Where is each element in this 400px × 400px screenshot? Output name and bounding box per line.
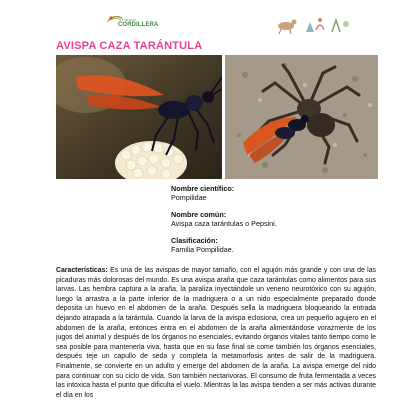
wasp-with-tarantula-photo	[225, 55, 378, 179]
fact-value: Familia Pompilidae.	[171, 245, 234, 254]
fact-value: Avispa caza tarántulas o Pepsini.	[171, 219, 277, 228]
fact-label: Nombre común:	[171, 210, 227, 219]
decorative-animals-icon	[272, 12, 352, 36]
logo-name-text: CORDILLERA	[118, 22, 159, 28]
fact-classification	[171, 236, 371, 254]
species-facts	[171, 184, 371, 262]
page-title: AVISPA CAZA TARÁNTULA	[56, 40, 203, 52]
fact-label: Nombre científico:	[171, 184, 235, 193]
fact-value: Pompilidae	[171, 193, 207, 202]
characteristics-text: Es una de las avispas de mayor tamaño, con el agujón más grande y con una de las picaduras más dolorosas del mundo. Es una avispa araña que caza tarántulas como alimentos para sus larvas. Las hembra captura a la araña, la paraliza inyectándole un veneno neurotóxico con su agujón, luego la arrastra a la parte inferior de la madriguera o a un nido especialmente preparado donde deposita un huevo en el abdomen de la araña. Después sella la madriguera bloqueando la entrada dejando atrapada a la tarántula. Cuando la larva de la avispa eclosiona, crea un pequeño agujero en el abdomen de la araña, entonces entra en el abdomen de la araña alimentándose vorazmente de los jugos del animal y después de los órganos no esenciales, evitando órganos vitales tanto tiempo como le sea posible para mantenerla viva, hasta que en su fase final se come también los órganos esenciales, después teje un capullo de seda y completa la metamorfosis antes de salir de la madriguera. Finalmente, se convierte en un adulto y emerge del abdomen de la araña. La avispa emerge del nido para continuar con su ciclo de vida. Son también nectarivoras. El consumo de fruta fermentada a veces las intoxica hasta el punto que dificulta el vuelo. Mientras la las avispa tienden a ser más activas durante el día en los	[56, 267, 376, 399]
characteristics-label: Características:	[56, 267, 108, 274]
characteristics-paragraph	[56, 266, 376, 400]
logo-top-text: Parque	[122, 17, 137, 22]
park-logo	[104, 13, 162, 33]
fact-scientific-name	[171, 184, 371, 202]
fact-common-name	[171, 210, 371, 228]
fact-label: Clasificación:	[171, 236, 218, 245]
page-header	[0, 0, 400, 36]
wasp-on-flower-photo	[56, 55, 222, 179]
